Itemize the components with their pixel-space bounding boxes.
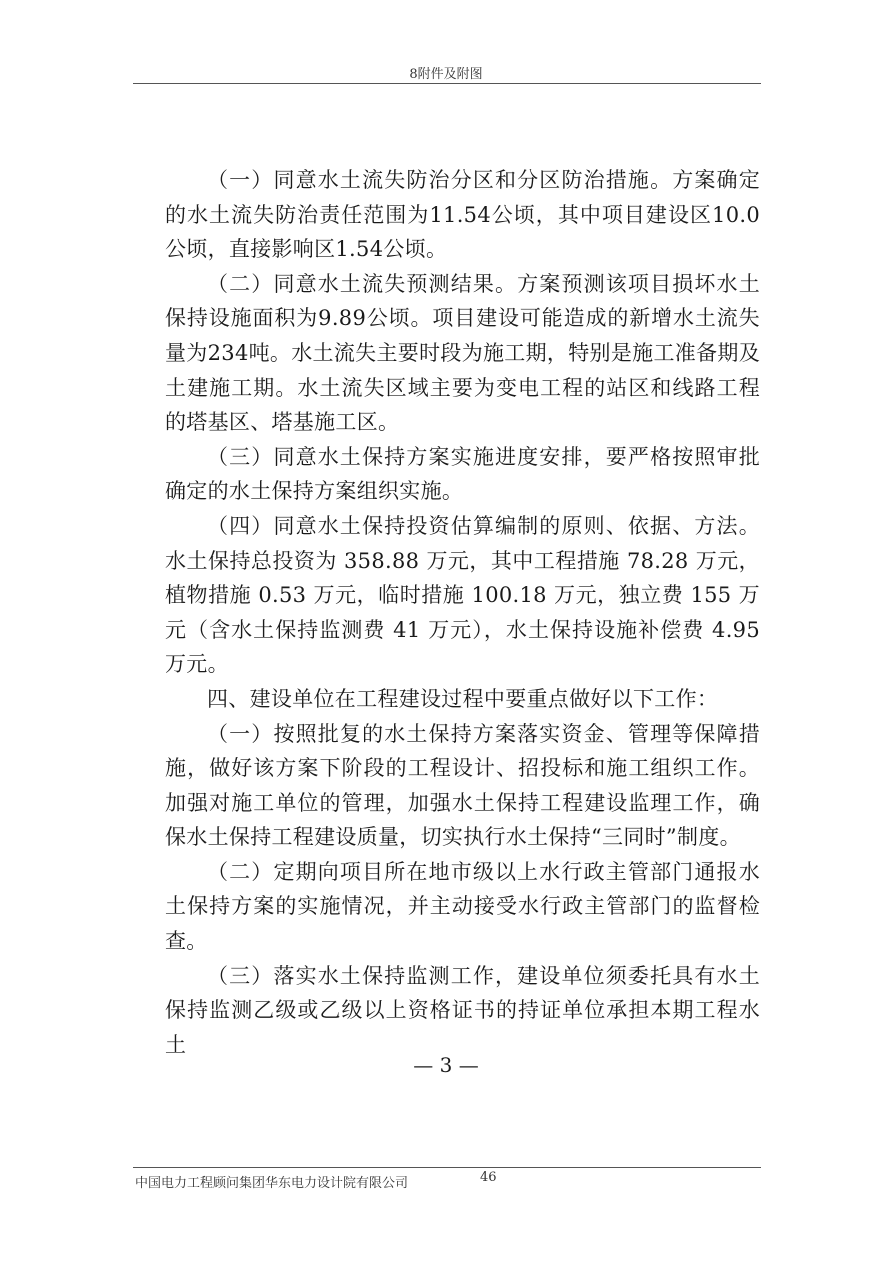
paragraph-2: （二）同意水土流失预测结果。方案预测该项目损坏水土保持设施面积为9.89公顷。项目建设可能造成的新增水土流失量为234吨。水土流失主要时段为施工期，特别是施工准备期及土建施工期。水土流失区域主要为变电工程的站区和线路工程的塔基区、塔基施工区。 (165, 271, 760, 435)
paragraph-6: （一）按照批复的水土保持方案落实资金、管理等保障措施，做好该方案下阶段的工程设计、招投标和施工组织工作。加强对施工单位的管理，加强水土保持工程建设监理工作，确保水土保持工程建设质量，切实执行水土保持“三同时”制度。 (165, 721, 760, 850)
header-title: 8附件及附图 (409, 67, 483, 82)
paragraph-8: （三）落实水土保持监测工作，建设单位须委托具有水土保持监测乙级或乙级以上资格证书的持证单位承担本期工程水土 (165, 963, 760, 1057)
header-divider (133, 83, 761, 84)
footer-divider (133, 1167, 761, 1168)
footer-company: 中国电力工程顾问集团华东电力设计院有限公司 (135, 1176, 409, 1191)
paragraph-1: （一）同意水土流失防治分区和分区防治措施。方案确定的水土流失防治责任范围为11.54公顷，其中项目建设区10.0公顷，直接影响区1.54公顷。 (165, 168, 760, 262)
document-body (165, 163, 760, 1062)
paragraph-4: （四）同意水土保持投资估算编制的原则、依据、方法。水土保持总投资为 358.88 万元，其中工程措施 78.28 万元，植物措施 0.53 万元，临时措施 100.18 万元，独立费 155 万元（含水土保持监测费 41 万元），水土保持设施补偿费 4.95 万元。 (165, 513, 760, 677)
paragraph-5: 四、建设单位在工程建设过程中要重点做好以下工作： (207, 686, 719, 711)
paragraph-3: （三）同意水土保持方案实施进度安排，要严格按照审批确定的水土保持方案组织实施。 (165, 444, 760, 504)
paragraph-7: （二）定期向项目所在地市级以上水行政主管部门通报水土保持方案的实施情况，并主动接受水行政主管部门的监督检查。 (165, 859, 760, 954)
document-page-number: — 3 — (413, 1053, 479, 1077)
footer-page-number: 46 (480, 1170, 497, 1185)
